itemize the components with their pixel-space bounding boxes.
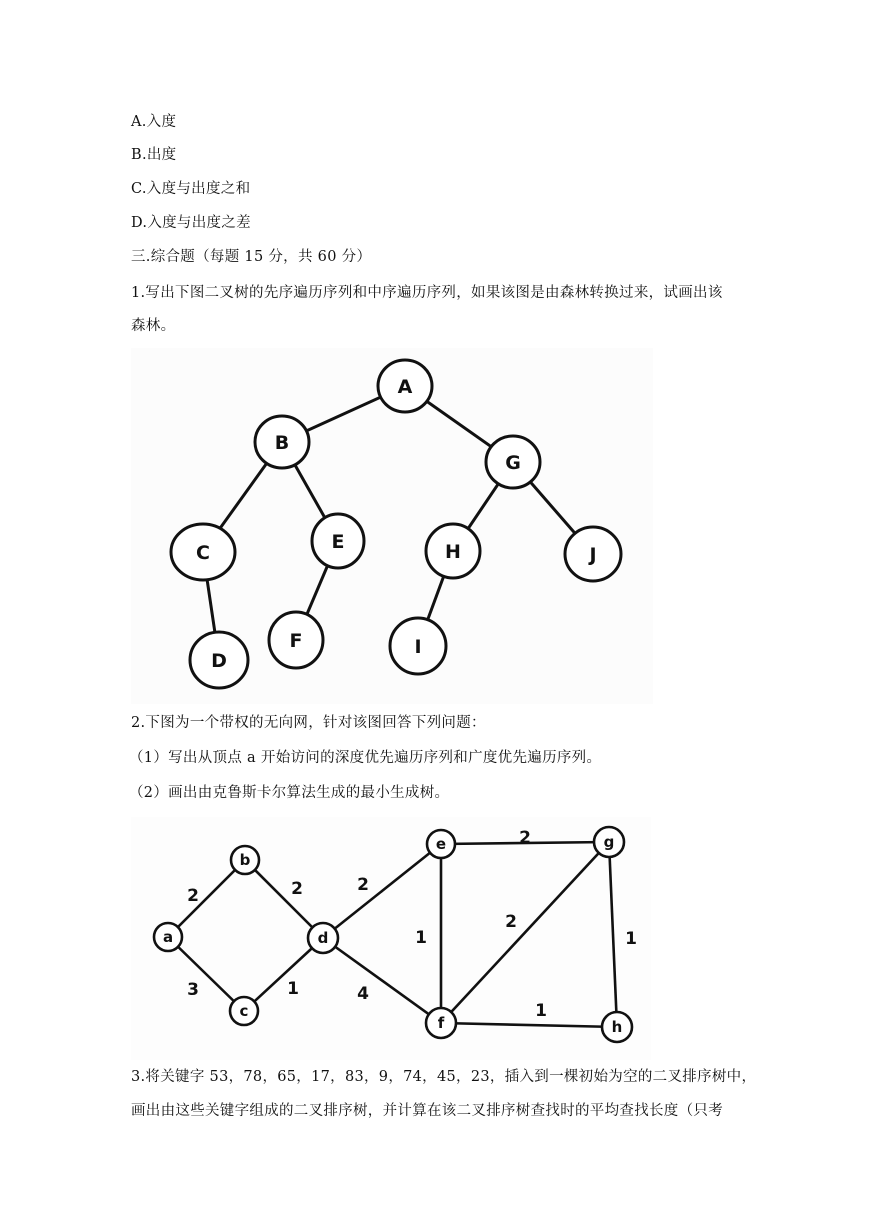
- tree-label-j: J: [589, 544, 597, 566]
- weight-label-d-f: 4: [357, 984, 369, 1004]
- tree-label-d: D: [211, 650, 227, 672]
- graph-label-g: g: [603, 833, 615, 851]
- question-3-line-2: 画出由这些关键字组成的二叉排序树，并计算在该二叉排序树查找时的平均查找长度（只考: [131, 1103, 723, 1119]
- weight-label-f-h: 1: [535, 1001, 547, 1021]
- weighted-graph-figure: [131, 817, 651, 1060]
- tree-label-c: C: [196, 542, 210, 564]
- question-2-intro: 2.下图为一个带权的无向网，针对该图回答下列问题：: [131, 715, 486, 731]
- weight-label-e-g: 2: [519, 828, 531, 848]
- binary-tree-figure: [131, 348, 653, 704]
- question-2-sub-2: （2）画出由克鲁斯卡尔算法生成的最小生成树。: [129, 785, 450, 801]
- graph-label-c: c: [239, 1002, 249, 1020]
- graph-label-e: e: [435, 835, 447, 853]
- graph-figure-background: [131, 817, 651, 1060]
- tree-label-a: A: [397, 376, 413, 398]
- graph-label-b: b: [239, 851, 251, 869]
- tree-label-e: E: [331, 531, 345, 553]
- weight-label-a-b: 2: [187, 886, 199, 906]
- question-3-line-1: 3.将关键字 53，78，65，17，83，9，74，45，23，插入到一棵初始为空的二叉排序树中，: [131, 1069, 757, 1085]
- tree-label-i: I: [414, 636, 422, 658]
- weight-label-b-d: 2: [291, 879, 303, 899]
- graph-label-d: d: [317, 929, 329, 947]
- weight-label-g-h: 1: [625, 929, 637, 949]
- option-d: D.入度与出度之差: [131, 215, 251, 231]
- option-b: B.出度: [131, 147, 177, 163]
- tree-label-h: H: [445, 541, 461, 563]
- graph-label-h: h: [611, 1018, 623, 1036]
- option-a: A.入度: [131, 114, 177, 130]
- tree-label-b: B: [274, 432, 290, 454]
- question-1-line-1: 1.写出下图二叉树的先序遍历序列和中序遍历序列，如果该图是由森林转换过来，试画出该: [131, 285, 723, 301]
- question-1-line-2: 森林。: [131, 318, 176, 334]
- weight-label-a-c: 3: [187, 980, 199, 1000]
- weight-label-c-d: 1: [287, 979, 299, 999]
- weight-label-g-f: 2: [505, 912, 517, 932]
- tree-label-f: F: [289, 630, 303, 652]
- graph-label-f: f: [437, 1014, 445, 1032]
- weight-label-d-e: 2: [357, 875, 369, 895]
- weight-label-e-f: 1: [415, 928, 427, 948]
- section-heading: 三.综合题（每题 15 分，共 60 分）: [131, 249, 372, 265]
- option-c: C.入度与出度之和: [131, 181, 251, 197]
- tree-label-g: G: [505, 452, 521, 474]
- question-2-sub-1: （1）写出从顶点 a 开始访问的深度优先遍历序列和广度优先遍历序列。: [129, 750, 602, 766]
- graph-label-a: a: [162, 928, 174, 946]
